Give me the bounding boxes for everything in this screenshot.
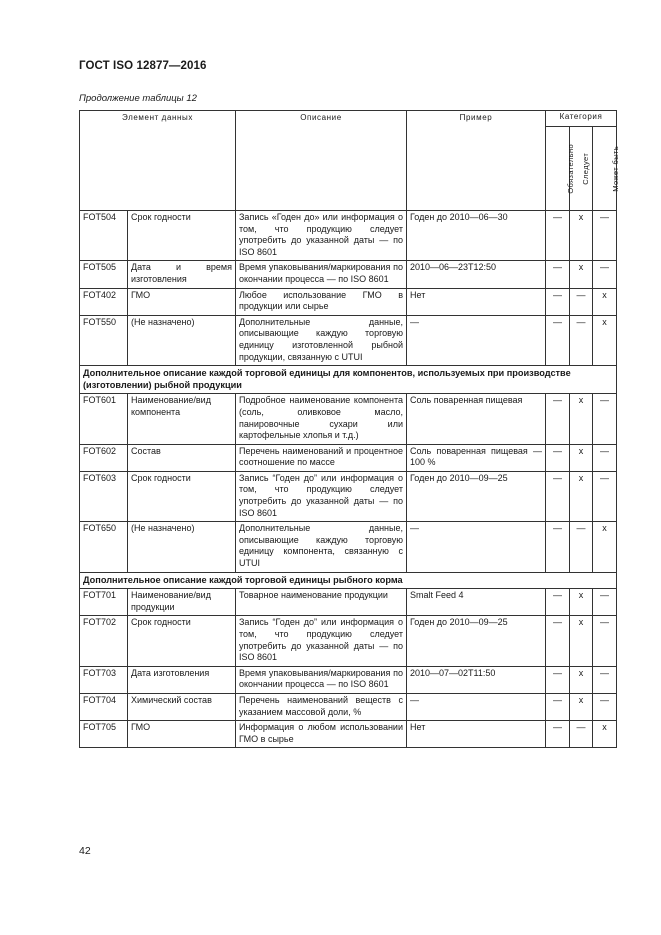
may-mark-cell: — <box>593 211 617 261</box>
mandatory-mark-cell: — <box>546 315 570 365</box>
table-row <box>80 444 617 471</box>
may-mark-cell: — <box>593 261 617 288</box>
document-title: ГОСТ ISO 12877—2016 <box>79 60 207 72</box>
element-name-cell: (Не назначено) <box>128 315 236 365</box>
should-mark-cell: x <box>570 616 593 666</box>
example-cell: Соль поваренная пищевая — 100 % <box>407 444 546 471</box>
example-cell: 2010—06—23T12:50 <box>407 261 546 288</box>
example-cell: Нет <box>407 288 546 315</box>
example-cell: Годен до 2010—09—25 <box>407 471 546 521</box>
should-mark-cell: — <box>570 288 593 315</box>
element-name-cell: (Не назначено) <box>128 522 236 572</box>
element-name-cell: Дата и время изготовления <box>128 261 236 288</box>
element-name-cell: Срок годности <box>128 471 236 521</box>
should-mark-cell: — <box>570 315 593 365</box>
example-cell: 2010—07—02T11:50 <box>407 666 546 693</box>
section-title-fish-feed: Дополнительное описание каждой торговой единицы рыбного корма <box>80 572 617 589</box>
element-code-cell: FOT704 <box>80 693 128 720</box>
example-cell: — <box>407 522 546 572</box>
element-name-cell: ГМО <box>128 721 236 748</box>
mandatory-mark-cell: — <box>546 666 570 693</box>
column-header-description: Описание <box>236 111 407 211</box>
may-mark-cell: — <box>593 693 617 720</box>
table-row <box>80 721 617 748</box>
description-cell: Время упаковывания/маркирования по окончании процесса — по ISO 8601 <box>236 666 407 693</box>
column-header-should-label: Следует <box>581 152 591 185</box>
page-number: 42 <box>79 845 91 857</box>
element-name-cell: Химический состав <box>128 693 236 720</box>
should-mark-cell: x <box>570 589 593 616</box>
may-mark-cell: x <box>593 288 617 315</box>
should-mark-cell: x <box>570 471 593 521</box>
should-mark-cell: — <box>570 522 593 572</box>
column-header-category: Категория <box>546 111 617 127</box>
table-row <box>80 471 617 521</box>
mandatory-mark-cell: — <box>546 721 570 748</box>
element-name-cell: Наименование/вид компонента <box>128 394 236 444</box>
element-code-cell: FOT550 <box>80 315 128 365</box>
column-header-may <box>593 127 621 211</box>
column-header-element: Элемент данных <box>80 111 236 211</box>
description-cell: Перечень наименований и процентное соотношение по массе <box>236 444 407 471</box>
description-cell: Подробное наименование компонента (соль, оливковое масло, панировочные сухари или картофельные хлопья и т.д.) <box>236 394 407 444</box>
may-mark-cell: — <box>593 394 617 444</box>
description-cell: Запись «Годен до» или информация о том, что продукцию следует употребить до указанной даты — по ISO 8601 <box>236 211 407 261</box>
data-elements-table <box>79 110 621 748</box>
table-header-row <box>80 111 617 127</box>
example-cell: Годен до 2010—06—30 <box>407 211 546 261</box>
mandatory-mark-cell: — <box>546 471 570 521</box>
description-cell: Дополнительные данные, описывающие каждую торговую единицу компонента, связанную с UTUI <box>236 522 407 572</box>
table-row <box>80 315 617 365</box>
table-row <box>80 616 617 666</box>
mandatory-mark-cell: — <box>546 211 570 261</box>
element-code-cell: FOT601 <box>80 394 128 444</box>
may-mark-cell: x <box>593 522 617 572</box>
column-header-mandatory <box>546 127 576 211</box>
example-cell: Нет <box>407 721 546 748</box>
element-name-cell: Дата изготовления <box>128 666 236 693</box>
example-cell: Соль поваренная пищевая <box>407 394 546 444</box>
section-title-components: Дополнительное описание каждой торговой единицы для компонентов, используемых при производстве (изготовлении) рыбной продукции <box>80 366 617 394</box>
mandatory-mark-cell: — <box>546 589 570 616</box>
element-code-cell: FOT603 <box>80 471 128 521</box>
mandatory-mark-cell: — <box>546 522 570 572</box>
mandatory-mark-cell: — <box>546 444 570 471</box>
table-row <box>80 522 617 572</box>
should-mark-cell: x <box>570 666 593 693</box>
should-mark-cell: x <box>570 444 593 471</box>
example-cell: Годен до 2010—09—25 <box>407 616 546 666</box>
table-row <box>80 288 617 315</box>
may-mark-cell: — <box>593 444 617 471</box>
example-cell: — <box>407 693 546 720</box>
element-name-cell: Состав <box>128 444 236 471</box>
element-code-cell: FOT705 <box>80 721 128 748</box>
description-cell: Время упаковывания/маркирования по окончании процесса — по ISO 8601 <box>236 261 407 288</box>
description-cell: Запись “Годен до” или информация о том, что продукцию следует употребить до указанной даты — по ISO 8601 <box>236 616 407 666</box>
element-code-cell: FOT701 <box>80 589 128 616</box>
table-row <box>80 261 617 288</box>
mandatory-mark-cell: — <box>546 394 570 444</box>
column-header-may-label: Может быть <box>611 145 621 192</box>
table-body <box>80 211 617 748</box>
may-mark-cell: x <box>593 721 617 748</box>
may-mark-cell: — <box>593 589 617 616</box>
may-mark-cell: — <box>593 666 617 693</box>
description-cell: Любое использование ГМО в продукции или сырье <box>236 288 407 315</box>
mandatory-mark-cell: — <box>546 261 570 288</box>
element-code-cell: FOT702 <box>80 616 128 666</box>
table-row <box>80 589 617 616</box>
table-row <box>80 666 617 693</box>
should-mark-cell: x <box>570 693 593 720</box>
element-code-cell: FOT602 <box>80 444 128 471</box>
description-cell: Информация о любом использовании ГМО в сырье <box>236 721 407 748</box>
description-cell: Товарное наименование продукции <box>236 589 407 616</box>
may-mark-cell: — <box>593 616 617 666</box>
element-code-cell: FOT703 <box>80 666 128 693</box>
table-continuation-caption: Продолжение таблицы 12 <box>79 93 197 104</box>
section-header-row <box>80 572 617 589</box>
element-name-cell: ГМО <box>128 288 236 315</box>
should-mark-cell: x <box>570 394 593 444</box>
element-code-cell: FOT402 <box>80 288 128 315</box>
section-header-row <box>80 366 617 394</box>
should-mark-cell: x <box>570 261 593 288</box>
should-mark-cell: x <box>570 211 593 261</box>
element-name-cell: Наименование/вид продукции <box>128 589 236 616</box>
example-cell: Smalt Feed 4 <box>407 589 546 616</box>
example-cell: — <box>407 315 546 365</box>
element-code-cell: FOT650 <box>80 522 128 572</box>
description-cell: Дополнительные данные, описывающие каждую торговую единицу изготовленной рыбной продукции, связанную с UTUI <box>236 315 407 365</box>
element-name-cell: Срок годности <box>128 616 236 666</box>
element-code-cell: FOT504 <box>80 211 128 261</box>
mandatory-mark-cell: — <box>546 616 570 666</box>
column-header-example: Пример <box>407 111 546 211</box>
mandatory-mark-cell: — <box>546 693 570 720</box>
table-row <box>80 394 617 444</box>
element-name-cell: Срок годности <box>128 211 236 261</box>
may-mark-cell: — <box>593 471 617 521</box>
table-row <box>80 693 617 720</box>
may-mark-cell: x <box>593 315 617 365</box>
column-header-mandatory-label: Обязательно <box>566 143 576 194</box>
description-cell: Запись “Годен до” или информация о том, что продукцию следует употребить до указанной даты — по ISO 8601 <box>236 471 407 521</box>
description-cell: Перечень наименований веществ с указанием массовой доли, % <box>236 693 407 720</box>
should-mark-cell: — <box>570 721 593 748</box>
table-row <box>80 211 617 261</box>
element-code-cell: FOT505 <box>80 261 128 288</box>
mandatory-mark-cell: — <box>546 288 570 315</box>
